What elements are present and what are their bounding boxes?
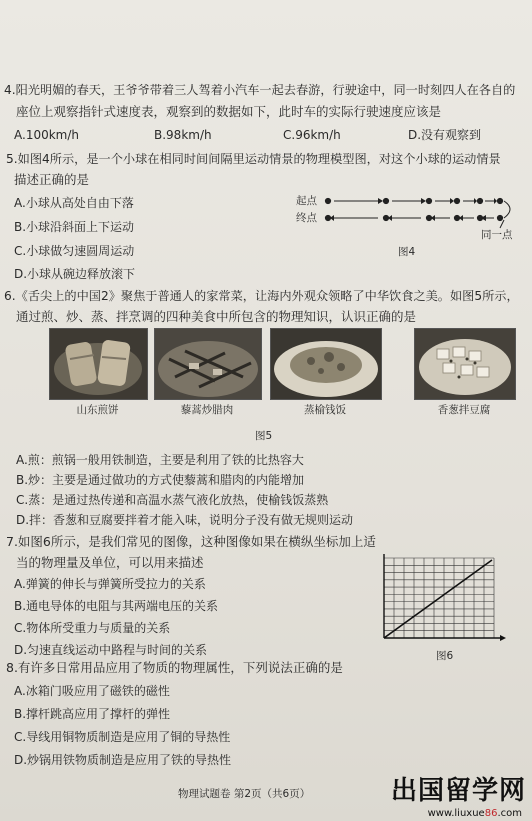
q8-option-d: D.炒锅用铁物质制造是应用了铁的导热性: [14, 753, 232, 767]
photo-caption-larou: 藜蒿炒腊肉: [180, 404, 234, 416]
q7-line2: 当的物理量及单位，可以用来描述: [16, 555, 204, 570]
q4-option-d: D.没有观察到: [408, 128, 482, 142]
q6-option-c: C.蒸：是通过热传递和高温水蒸气液化放热，使榆钱饭蒸熟: [16, 493, 329, 507]
fig4-dot: [383, 198, 388, 203]
q4-line2: 座位上观察指针式速度表，观察到的数据如下，此时车的实际行驶速度应该是: [16, 104, 442, 119]
q7-option-a: A.弹簧的伸长与弹簧所受拉力的关系: [14, 577, 206, 591]
photo-caption-yuqian: 蒸榆钱饭: [304, 404, 346, 416]
fig4-dot: [325, 215, 330, 220]
fig4-dot: [454, 198, 459, 203]
watermark-url: www.liuxue86.com: [427, 808, 522, 819]
q6-option-a: A.煎：煎锅一般用铁制造，主要是利用了铁的比热容大: [16, 453, 304, 467]
fig4-start-label: 起点: [296, 195, 317, 207]
page-footer: 物理试题卷 第2页（共6页）: [178, 788, 311, 800]
q4-line1: 4.阳光明媚的春天，王爷爷带着三人驾着小汽车一起去春游，行驶途中，同一时刻四人在各自的: [4, 83, 516, 97]
fig4-dot: [426, 215, 431, 220]
fig4-dot: [497, 215, 502, 220]
fig4-dot: [325, 198, 330, 203]
photo-yuqian-fan: [270, 328, 382, 400]
photo-caption-jianbing: 山东煎饼: [76, 404, 119, 416]
q5-line2: 描述正确的是: [14, 172, 90, 187]
q4-option-c: C.96km/h: [283, 128, 341, 142]
q5-option-c: C.小球做匀速圆周运动: [14, 244, 135, 258]
q6-option-d: D.拌：香葱和豆腐要拌着才能入味，说明分子没有做无规则运动: [16, 513, 354, 527]
q4-option-b: B.98km/h: [154, 128, 212, 142]
q5-option-a: A.小球从高处自由下落: [14, 196, 134, 210]
q8-option-c: C.导线用铜物质制造是应用了铜的导热性: [14, 730, 231, 744]
photo-caption-tofu: 香葱拌豆腐: [437, 404, 491, 416]
q4-option-a: A.100km/h: [14, 128, 80, 142]
q6-option-b: B.炒：主要是通过做功的方式使藜蒿和腊肉的内能增加: [16, 473, 305, 487]
photo-loufeng-larou: [154, 328, 262, 400]
q8-line1: 8.有许多日常用品应用了物质的物理属性，下列说法正确的是: [6, 660, 343, 675]
fig4-end-label: 终点: [296, 212, 317, 224]
fig6-grid-graph: [378, 552, 508, 646]
q5-option-d: D.小球从碗边释放滚下: [14, 267, 136, 281]
q6-line2: 通过煎、炒、蒸、拌烹调的四种美食中所包含的物理知识，认识正确的是: [16, 309, 417, 324]
q7-line1: 7.如图6所示，是我们常见的图像，这种图像如果在横纵坐标加上适: [6, 534, 376, 549]
photo-tofu: [414, 328, 516, 400]
fig4-dot: [383, 215, 388, 220]
fig5-caption: 图5: [255, 430, 273, 442]
photo-jianbing: [49, 328, 148, 400]
q7-option-c: C.物体所受重力与质量的关系: [14, 621, 171, 635]
q8-option-b: B.撑杆跳高应用了撑杆的弹性: [14, 707, 171, 721]
q7-option-b: B.通电导体的电阻与其两端电压的关系: [14, 599, 219, 613]
q6-line1: 6.《舌尖上的中国2》聚焦于普通人的家常菜，让海内外观众领略了中华饮食之美。如图5所示，: [4, 289, 519, 303]
fig4-dot: [454, 215, 459, 220]
fig4-same-point-label: 同一点: [481, 229, 513, 241]
q5-option-b: B.小球沿斜面上下运动: [14, 220, 135, 234]
fig4-dot: [497, 198, 502, 203]
watermark-brand: 出国留学网: [390, 776, 526, 806]
q5-line1: 5.如图4所示，是一个小球在相同时间间隔里运动情景的物理模型图，对这个小球的运动情景: [6, 152, 501, 166]
q8-option-a: A.冰箱门吸应用了磁铁的磁性: [14, 684, 170, 698]
q7-option-d: D.匀速直线运动中路程与时间的关系: [14, 643, 208, 657]
fig4-dot: [426, 198, 431, 203]
fig4-caption: 图4: [398, 246, 416, 258]
fig6-caption: 图6: [436, 650, 454, 662]
fig4-dot: [477, 198, 482, 203]
